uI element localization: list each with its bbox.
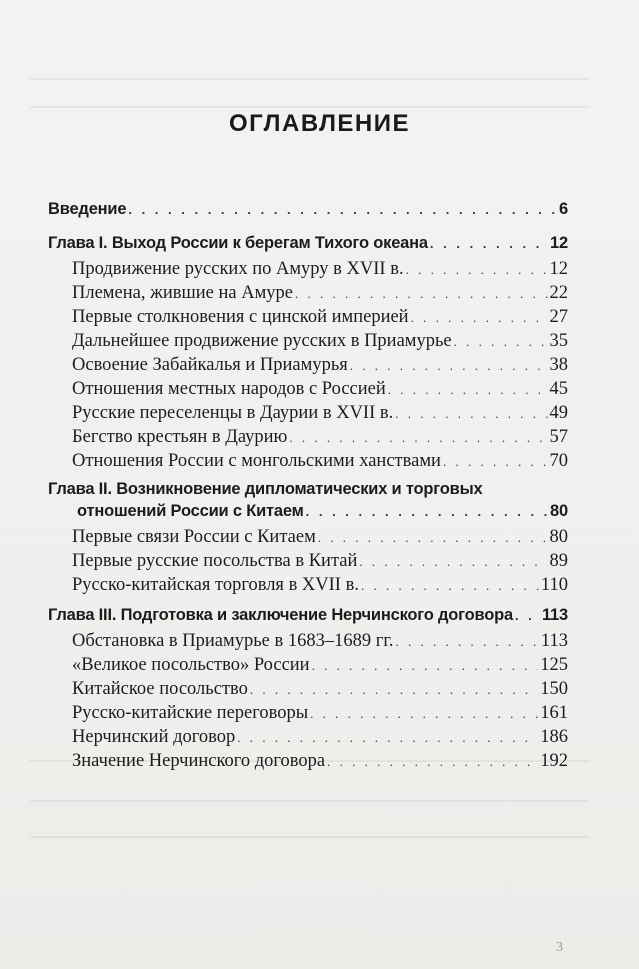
toc-page-number: 113 [540,631,568,651]
toc-page-number: 6 [559,200,568,218]
toc-entry-section[interactable] [72,378,568,401]
dot-leader [359,551,547,573]
toc-entry-section[interactable] [72,654,568,677]
toc-entry-label: Первые связи России с Китаем [72,527,316,547]
page-title: ОГЛАВЛЕНИЕ [228,110,411,137]
bleed-through-line [30,78,590,80]
toc-page-number: 49 [549,403,568,423]
dot-leader [250,679,538,701]
toc-entry-label: Первые столкновения с цинской империей [72,307,409,327]
toc-entry-label: Отношения России с монгольскими ханствами [72,451,441,471]
dot-leader [361,575,539,597]
toc-entry-label: Нерчинский договор [72,727,236,747]
toc-entry-label: Китайское посольство [72,679,248,699]
toc-entry-section[interactable] [72,550,568,573]
dot-leader [395,403,547,425]
dot-leader [295,283,548,305]
bleed-through-line [30,106,590,108]
toc-entry-section[interactable] [72,526,568,549]
toc-page-number: 12 [549,259,568,279]
toc-entry-section[interactable] [72,450,568,473]
toc-entry-intro[interactable] [48,198,568,221]
toc-page-number: 80 [550,502,568,520]
toc-entry-label: Дальнейшее продвижение русских в Приамурье [72,331,452,351]
dot-leader [406,259,548,281]
toc-page-number: 38 [549,355,568,375]
bleed-through-line [30,836,590,838]
toc-entry-section[interactable] [72,678,568,701]
toc-entry-label: Глава III. Подготовка и заключение Нерчинского договора [48,606,513,624]
toc-entry-label: Русско-китайские переговоры [72,703,309,723]
toc-entry-section[interactable] [72,574,568,597]
toc-page-number: 70 [549,451,568,471]
toc-entry-section[interactable] [72,354,568,377]
dot-leader [318,527,548,549]
toc-entry-label: Глава II. Возникновение дипломатических и торговых [48,480,483,498]
toc-entry-section[interactable] [72,750,568,773]
toc-page-number: 12 [550,234,568,252]
dot-leader [454,331,548,353]
toc-entry-section[interactable] [72,630,568,653]
toc-page-number: 150 [540,679,568,699]
dot-leader [430,233,548,255]
toc-page-number: 186 [540,727,568,747]
bleed-through-line [30,800,590,802]
toc-entry-section[interactable] [72,330,568,353]
toc-entry-label: Обстановка в Приамурье в 1683–1689 гг. [72,631,394,651]
toc-entry-label: Продвижение русских по Амуру в XVII в. [72,259,404,279]
toc-entry-section[interactable] [72,726,568,749]
toc-entry-label: Русско-китайская торговля в XVII в. [72,575,359,595]
toc-entry-section[interactable] [72,402,568,425]
toc-entry-label: «Великое посольство» России [72,655,310,675]
toc-entry-label: Русские переселенцы в Даурии в XVII в. [72,403,394,423]
toc-page-number: 161 [540,703,568,723]
dot-leader [388,379,548,401]
toc-entry-section[interactable] [72,306,568,329]
dot-leader [395,631,538,653]
dot-leader [327,751,538,773]
toc-entry-chapter-1[interactable] [48,232,568,255]
toc-entry-label: Отношения местных народов с Россией [72,379,386,399]
toc-entry-label: Первые русские посольства в Китай [72,551,358,571]
toc-entry-section[interactable] [72,258,568,281]
toc-entry-label-line2: отношений России с Китаем [77,502,304,520]
toc-entry-chapter-3[interactable] [48,604,568,627]
toc-page-number: 192 [540,751,568,771]
dot-leader [411,307,548,329]
toc-page-number: 57 [549,427,568,447]
dot-leader [312,655,539,677]
toc-page-number: 80 [549,527,568,547]
toc-entry-label: Значение Нерчинского договора [72,751,326,771]
dot-leader [237,727,538,749]
toc-entry-label: Глава I. Выход России к берегам Тихого океана [48,234,428,252]
toc-page-number: 35 [549,331,568,351]
toc-entry-section[interactable] [72,426,568,449]
toc-page-number: 27 [549,307,568,327]
toc-page-number: 45 [549,379,568,399]
toc-page-number: 22 [549,283,568,303]
toc-entry-section[interactable] [72,702,568,725]
toc-entry-chapter-2[interactable] [48,478,568,500]
dot-leader [306,501,548,523]
toc-entry-label: Освоение Забайкалья и Приамурья [72,355,348,375]
toc-entry-label: Введение [48,200,127,218]
page-folio: 3 [556,940,563,955]
toc-entry-section[interactable] [72,282,568,305]
dot-leader [289,427,547,449]
toc-entry-label: Бегство крестьян в Даурию [72,427,288,447]
dot-leader [310,703,538,725]
dot-leader [350,355,548,377]
toc-page-number: 125 [540,655,568,675]
toc-page-number: 113 [541,606,568,624]
toc-entry-chapter-2-continued[interactable] [77,500,568,523]
toc-page-number: 110 [540,575,568,595]
dot-leader [443,451,548,473]
dot-leader [128,199,557,221]
toc-page-number: 89 [549,551,568,571]
toc-entry-label: Племена, жившие на Амуре [72,283,293,303]
dot-leader [515,605,540,627]
